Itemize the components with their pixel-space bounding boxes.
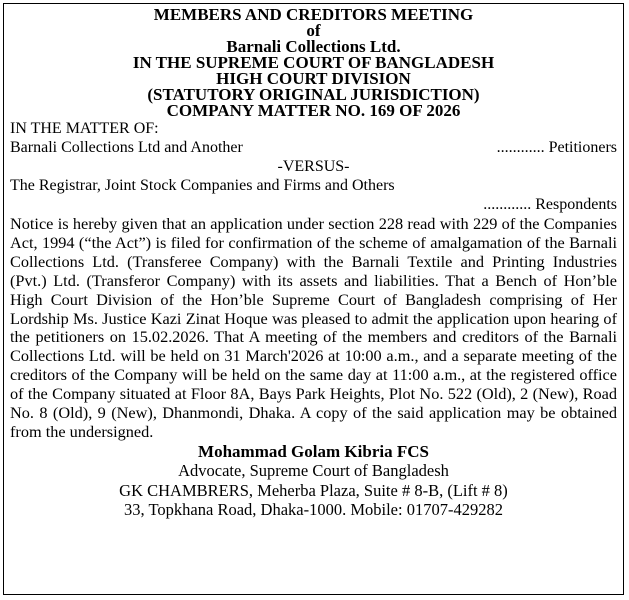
- address-line-2: 33, Topkhana Road, Dhaka-1000. Mobile: 01707-429282: [124, 500, 503, 520]
- court-name: IN THE SUPREME COURT OF BANGLADESH: [132, 53, 495, 72]
- jurisdiction: (STATUTORY ORIGINAL JURISDICTION): [147, 85, 480, 104]
- notice-body: Notice is hereby given that an application under section 228 read with 229 of the Companies Act, 1994 (“the Act”) is filed for confirmation of the scheme of amalgamation of the Barnali Collections Ltd. (Transferee Company) with the Barnali Textile and Printing Industries (Pvt.) Ltd. (Transferor Company) with its assets and liabilities. That a Bench of Hon’ble High Court Division of the Hon’ble Supreme Court of Bangladesh comprising of Her Lordship Ms. Justice Kazi Zinat Hoque was pleased to admit the application upon hearing of the petitioners on 15.02.2026. That A meeting of the members and creditors of the Barnali Collections Ltd. will be held on 31 March'2026 at 10:00 a.m., and a separate meeting of the creditors of the Company will be held on the same day at 11:00 a.m., at the registered office of the Company situated at Floor 8A, Bays Park Heights, Plot No. 522 (Old), 2 (New), Road No. 8 (Old), 9 (New), Dhanmondi, Dhaka. A copy of the said application may be obtained from the undersigned.: [10, 214, 617, 441]
- petitioner-name: Barnali Collections Ltd and Another: [10, 139, 243, 156]
- legal-notice: [3, 3, 624, 595]
- court-division: HIGH COURT DIVISION: [216, 69, 411, 88]
- petitioner-role: ............ Petitioners: [496, 139, 617, 156]
- of-line: of: [306, 21, 321, 40]
- versus-label: -VERSUS-: [277, 158, 350, 175]
- signature-block: [10, 442, 617, 520]
- petitioner-row: [10, 138, 617, 157]
- advocate-title: Advocate, Supreme Court of Bangladesh: [178, 461, 449, 481]
- advocate-name: Mohammad Golam Kibria FCS: [198, 441, 429, 461]
- address-line-1: GK CHAMBRERS, Meherba Plaza, Suite # 8-B, (Lift # 8): [119, 480, 508, 500]
- respondent-role: ............ Respondents: [483, 196, 617, 213]
- meeting-title: MEMBERS AND CREDITORS MEETING: [153, 5, 474, 24]
- notice-header: [10, 7, 617, 119]
- matter-label: IN THE MATTER OF:: [10, 120, 159, 137]
- matter-section: [10, 119, 617, 214]
- matter-number: COMPANY MATTER NO. 169 OF 2026: [166, 101, 461, 120]
- respondent-name: The Registrar, Joint Stock Companies and Firms and Others: [10, 177, 395, 194]
- company-name: Barnali Collections Ltd.: [226, 37, 401, 56]
